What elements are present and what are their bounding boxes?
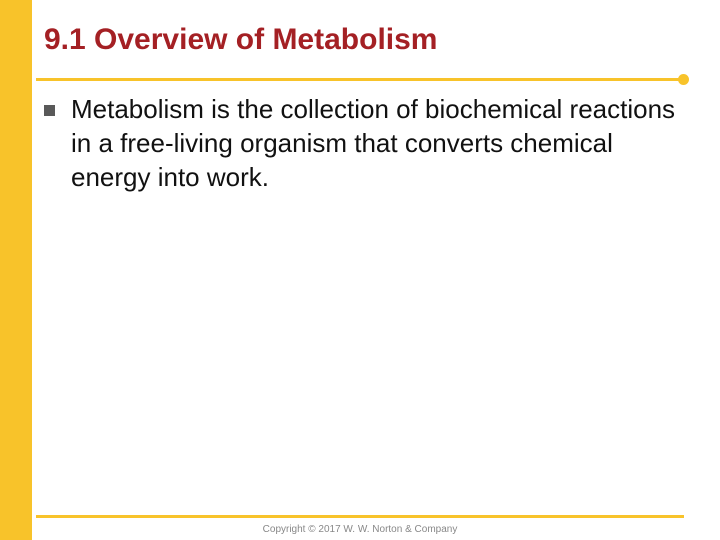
footer-divider-line [36,515,684,518]
square-bullet-icon [44,105,55,116]
title-divider-line [36,78,684,81]
bullet-text: Metabolism is the collection of biochemical reactions in a free-living organism that converts chemical energy into work. [71,94,676,192]
bullet-item [40,92,680,194]
title-divider-dot [678,74,689,85]
slide-title: 9.1 Overview of Metabolism [44,23,438,56]
left-accent-bar [0,0,32,540]
copyright-footer: Copyright © 2017 W. W. Norton & Company [262,524,458,535]
bullet-list [40,92,680,194]
